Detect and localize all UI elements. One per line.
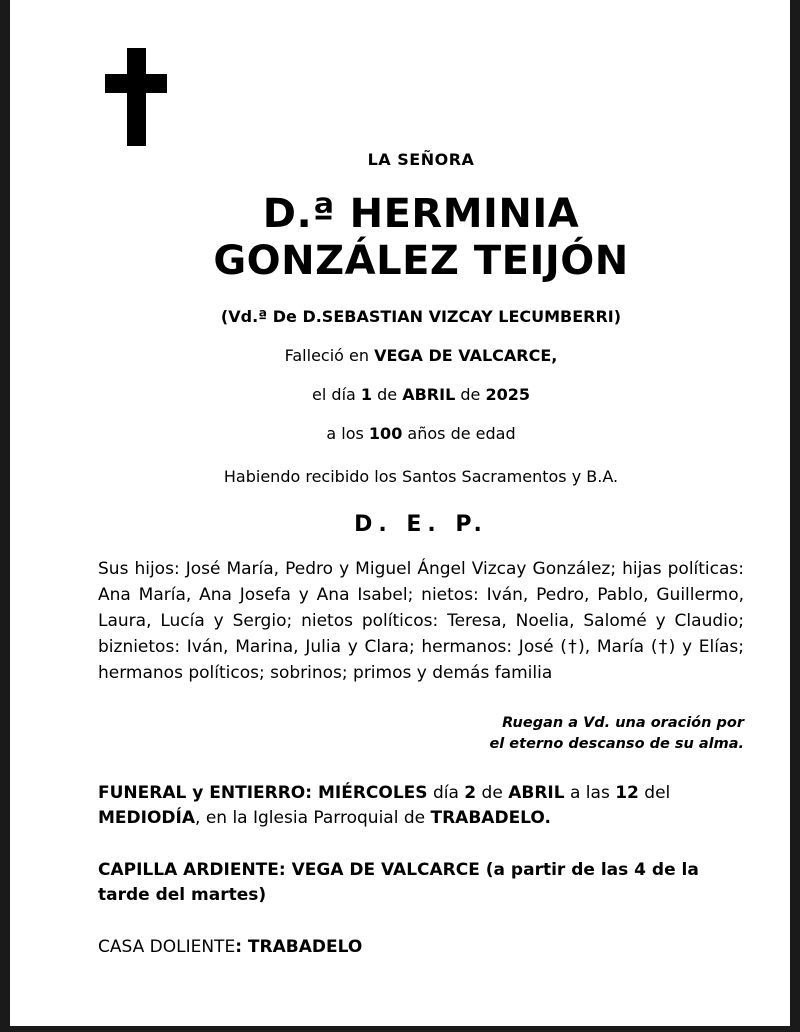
deceased-name-line-1: D.ª HERMINIA	[262, 191, 580, 237]
funeral-midday: MEDIODÍA	[98, 808, 196, 829]
death-date-mid-2: de	[455, 385, 486, 405]
deceased-name	[98, 191, 744, 285]
death-date-mid: de	[372, 385, 403, 405]
deceased-name-line-2: GONZÁLEZ TEIJÓN	[213, 238, 629, 285]
funeral-time: 12	[615, 782, 639, 803]
prayer-request	[98, 713, 744, 755]
funeral-time-suffix: del	[638, 782, 671, 803]
age-value: 100	[368, 424, 403, 444]
age-suffix: años de edad	[402, 424, 516, 444]
funeral-day-mid: de	[476, 782, 509, 803]
funeral-church: TRABADELO.	[430, 808, 551, 829]
salutation-heading: LA SEÑORA	[367, 150, 475, 169]
age-prefix: a los	[326, 424, 369, 444]
death-place: VEGA DE VALCARCE,	[374, 346, 558, 366]
funeral-church-prefix: , en la Iglesia Parroquial de	[195, 808, 431, 829]
page-edge-right	[790, 0, 800, 1032]
obituary-content	[98, 0, 744, 960]
page-edge-left	[0, 0, 10, 1032]
funeral-day: 2	[464, 782, 477, 803]
widow-of-line: (Vd.ª De D.SEBASTIAN VIZCAY LECUMBERRI)	[220, 307, 622, 327]
prayer-line-1: Ruegan a Vd. una oración por	[502, 714, 744, 731]
funeral-details	[98, 781, 744, 832]
prayer-line-2: el eterno descanso de su alma.	[489, 735, 744, 752]
death-date-prefix: el día	[312, 385, 361, 405]
age-line	[98, 424, 744, 443]
page-edge-bottom	[0, 1026, 800, 1032]
chapel-label: CAPILLA ARDIENTE	[98, 859, 279, 880]
funeral-label: FUNERAL y ENTIERRO: MIÉRCOLES	[98, 782, 428, 803]
chapel-details	[98, 858, 744, 909]
family-members-paragraph: Sus hijos: José María, Pedro y Miguel Ángel Vizcay González; hijas políticas: Ana María, Ana Josefa y Ana Isabel; nietos: Iván, Pedro, Pablo, Guillermo, Laura, Lucía y Sergio; nietos políticos: Teresa, Noelia, Salomé y Claudio; biznietos: Iván, Marina, Julia y Clara; hermanos: José (†), María (†) y Elías; hermanos políticos; sobrinos; primos y demás familia	[98, 559, 744, 683]
death-place-prefix: Falleció en	[284, 346, 375, 366]
mourning-house-details	[98, 935, 744, 961]
funeral-time-prefix: a las	[564, 782, 616, 803]
death-year: 2025	[485, 385, 530, 405]
chapel-text: : VEGA DE VALCARCE (a partir de las 4 de la tarde del martes)	[98, 859, 699, 906]
mourning-house-text: : TRABADELO	[235, 936, 363, 957]
funeral-day-prefix: día	[427, 782, 465, 803]
death-place-line	[98, 346, 744, 365]
death-day: 1	[360, 385, 373, 405]
mourning-house-label: CASA DOLIENTE	[98, 936, 236, 957]
death-date-line	[98, 385, 744, 404]
sacraments-line: Habiendo recibido los Santos Sacramentos y B.A.	[223, 467, 619, 487]
funeral-month: ABRIL	[508, 782, 565, 803]
page-inner	[10, 0, 790, 1026]
death-month: ABRIL	[402, 385, 456, 405]
dep-abbreviation: D. E. P.	[354, 512, 488, 538]
